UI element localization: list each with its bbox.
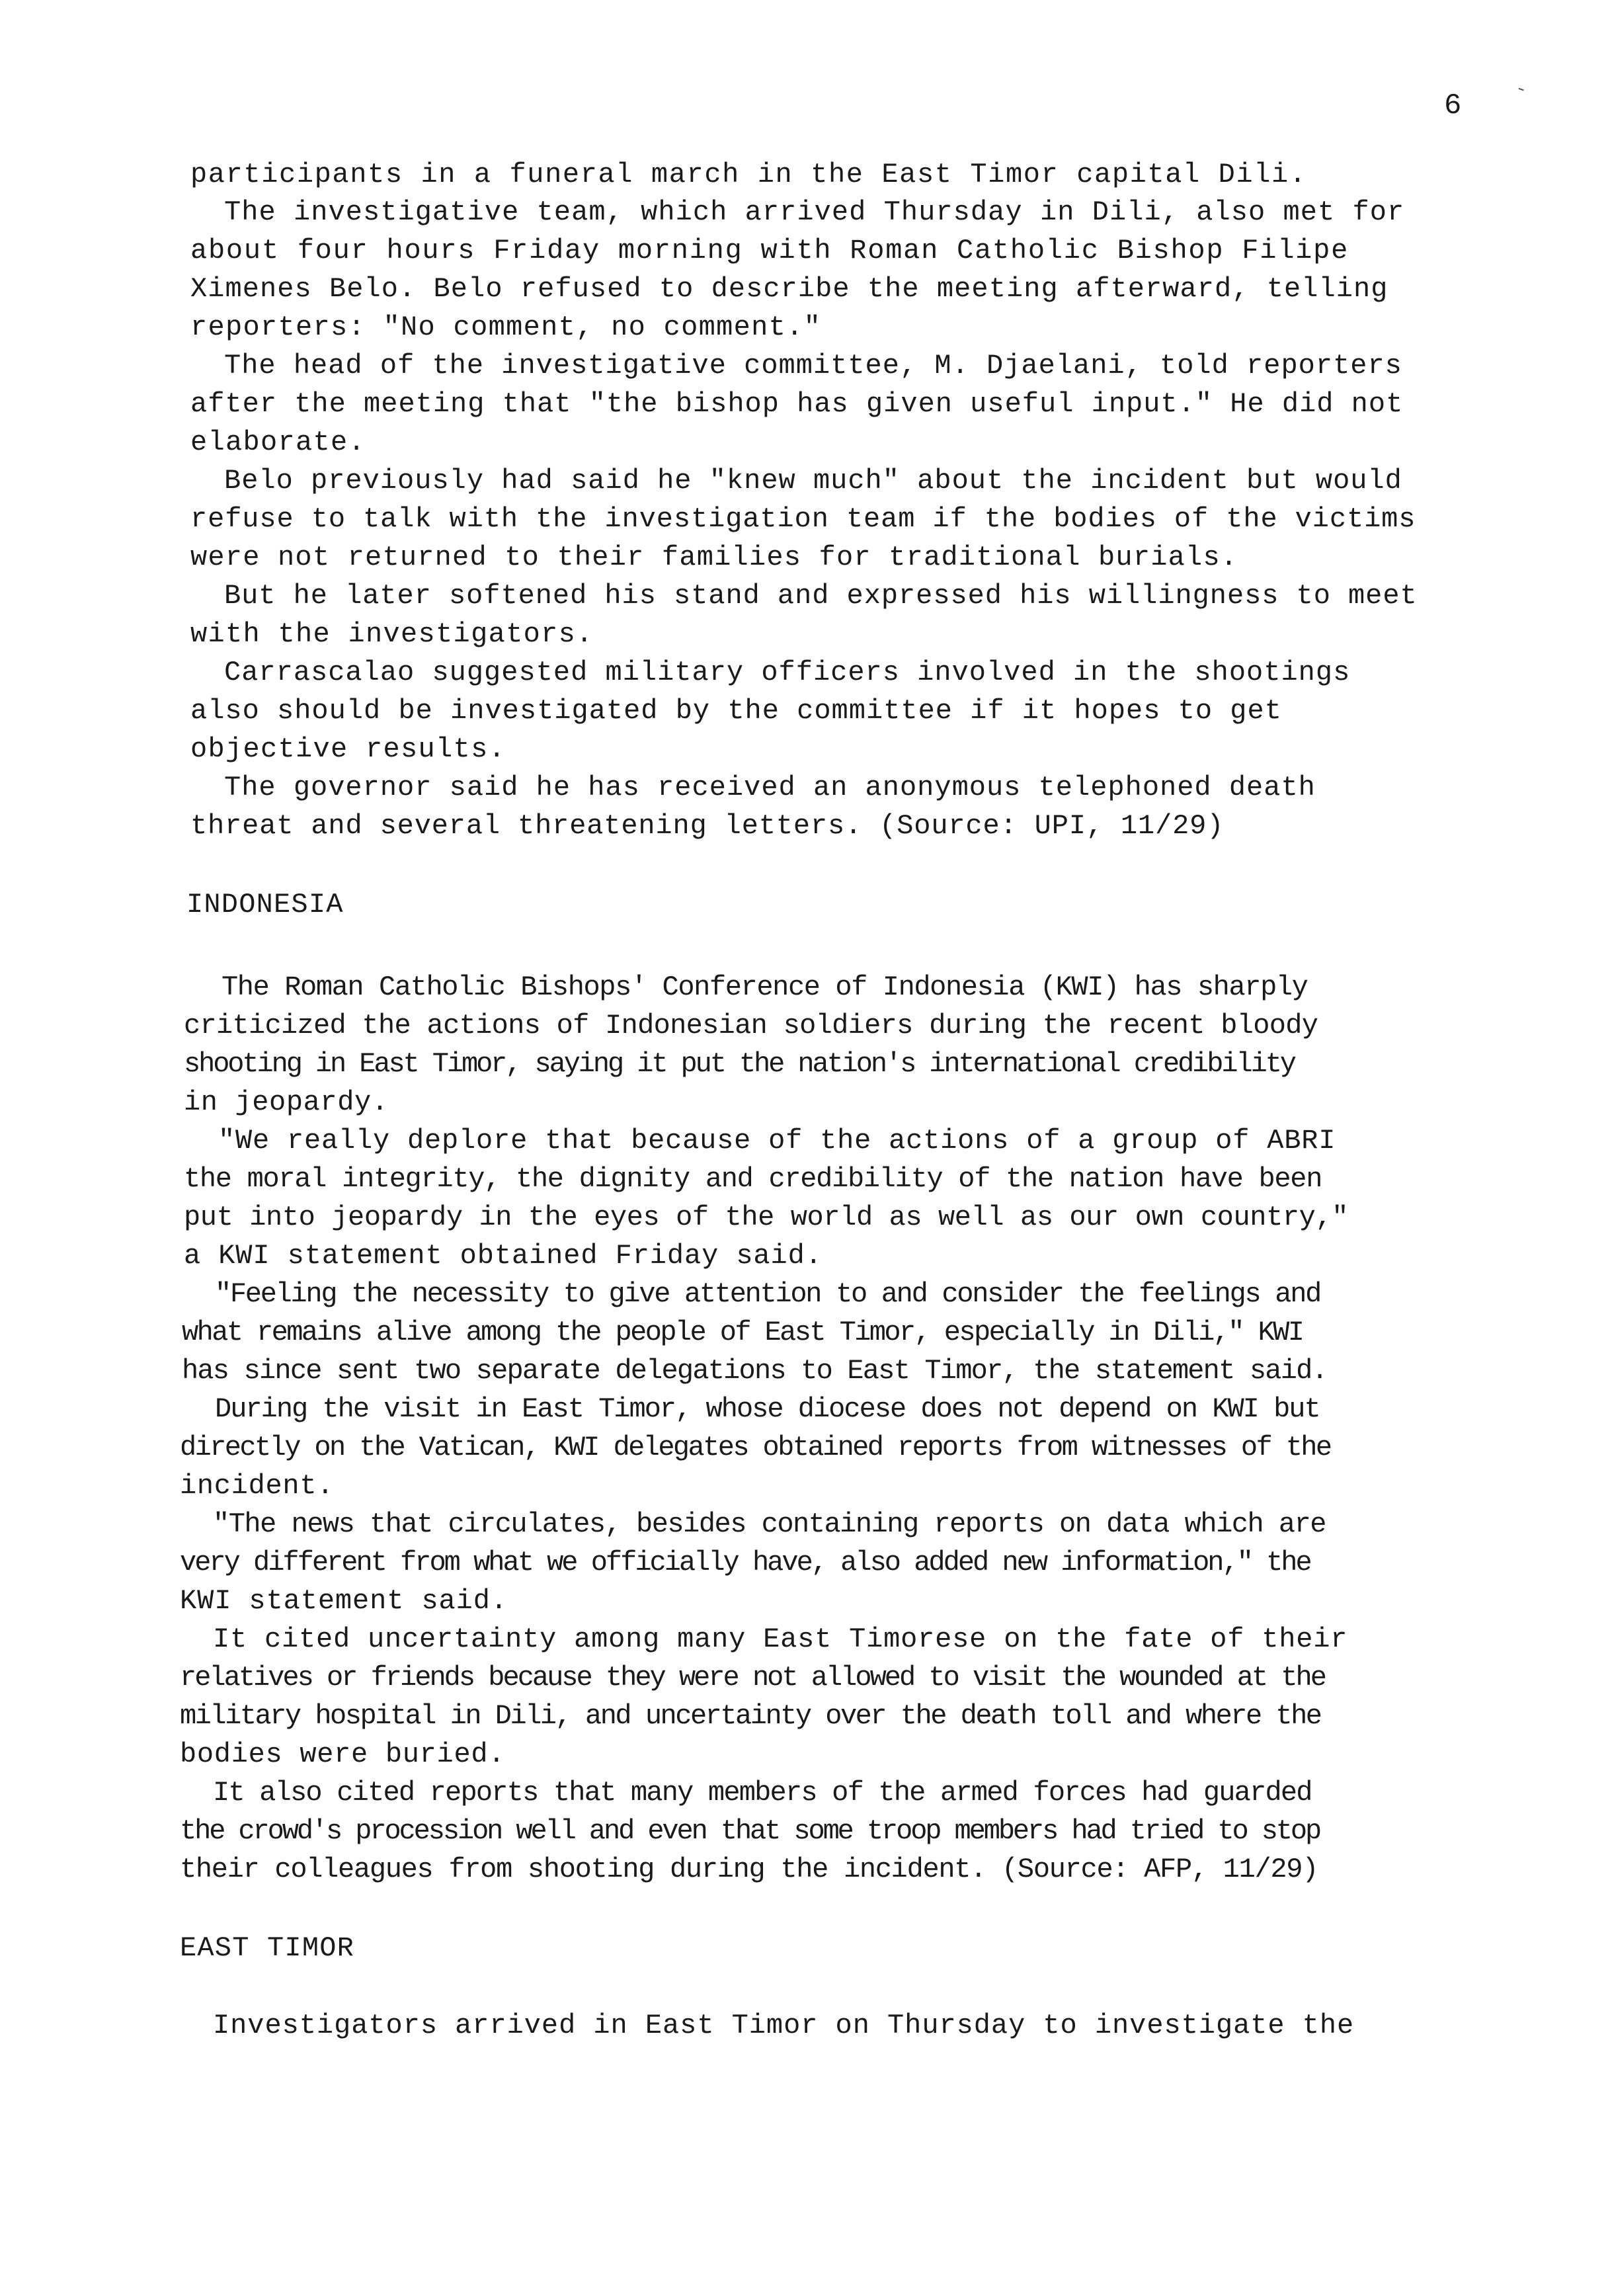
- text-line: "The news that circulates, besides containing reports on data which are: [213, 1508, 1326, 1540]
- text-line: bodies were buried.: [180, 1739, 506, 1770]
- text-line: KWI statement said.: [180, 1585, 508, 1617]
- text-line: But he later softened his stand and expressed his willingness to meet: [224, 580, 1418, 612]
- text-line: has since sent two separate delegations to East Timor, the statement said.: [182, 1355, 1327, 1387]
- text-line: in jeopardy.: [184, 1086, 389, 1118]
- text-line: also should be investigated by the committee if it hopes to get: [190, 695, 1282, 727]
- text-line: The Roman Catholic Bishops' Conference of Indonesia (KWI) has sharply: [221, 971, 1308, 1003]
- text-line: about four hours Friday morning with Roman Catholic Bishop Filipe: [190, 235, 1349, 266]
- text-line: relatives or friends because they were not allowed to visit the wounded at the: [180, 1662, 1325, 1694]
- text-line: threat and several threatening letters. (Source: UPI, 11/29): [190, 810, 1225, 842]
- text-line: incident.: [180, 1470, 335, 1502]
- text-line: criticized the actions of Indonesian soldiers during the recent bloody: [184, 1010, 1318, 1042]
- section-heading: EAST TIMOR: [180, 1932, 355, 1964]
- text-line: military hospital in Dili, and uncertainty over the death toll and where the: [180, 1700, 1321, 1732]
- text-line: a KWI statement obtained Friday said.: [184, 1240, 823, 1272]
- text-line: Belo previously had said he "knew much" about the incident but would: [224, 465, 1402, 497]
- text-line: "Feeling the necessity to give attention to and consider the feelings and: [215, 1278, 1321, 1310]
- text-line: reporters: "No comment, no comment.": [190, 311, 822, 343]
- text-line: It also cited reports that many members of the armed forces had guarded: [213, 1777, 1312, 1809]
- text-line: directly on the Vatican, KWI delegates obtained reports from witnesses of the: [180, 1432, 1331, 1463]
- text-line: after the meeting that "the bishop has given useful input." He did not: [190, 388, 1404, 420]
- text-line: "We really deplore that because of the actions of a group of ABRI: [218, 1125, 1336, 1157]
- text-line: Investigators arrived in East Timor on Thursday to investigate the: [213, 2010, 1355, 2041]
- text-line: Carrascalao suggested military officers involved in the shootings: [224, 657, 1351, 688]
- text-line: put into jeopardy in the eyes of the world as well as our own country,": [184, 1202, 1349, 1233]
- scan-mark: [1517, 88, 1524, 93]
- text-line: The investigative team, which arrived Thursday in Dili, also met for: [224, 196, 1405, 228]
- text-line: objective results.: [190, 733, 506, 765]
- text-line: were not returned to their families for traditional burials.: [190, 542, 1238, 573]
- text-line: shooting in East Timor, saying it put the nation's international credibility: [184, 1048, 1295, 1080]
- text-line: During the visit in East Timor, whose diocese does not depend on KWI but: [215, 1393, 1320, 1425]
- section-heading: INDONESIA: [186, 889, 344, 921]
- text-line: The head of the investigative committee, M. Djaelani, told reporters: [224, 350, 1402, 382]
- text-line: refuse to talk with the investigation team if the bodies of the victims: [190, 503, 1416, 535]
- text-line: the crowd's procession well and even that some troop members had tried to stop: [180, 1815, 1320, 1847]
- text-line: Ximenes Belo. Belo refused to describe the meeting afterward, telling: [190, 273, 1388, 305]
- text-line: very different from what we officially have, also added new information," the: [180, 1547, 1310, 1578]
- text-line: what remains alive among the people of East Timor, especially in Dili," KWI: [182, 1317, 1303, 1348]
- page-number: 6: [1444, 89, 1462, 122]
- text-line: with the investigators.: [190, 618, 594, 650]
- text-line: The governor said he has received an anonymous telephoned death: [224, 772, 1316, 803]
- text-line: participants in a funeral march in the East Timor capital Dili.: [190, 159, 1307, 190]
- text-line: the moral integrity, the dignity and credibility of the nation have been: [184, 1163, 1322, 1195]
- text-line: elaborate.: [190, 427, 366, 458]
- text-line: their colleagues from shooting during the incident. (Source: AFP, 11/29): [180, 1854, 1318, 1885]
- text-line: It cited uncertainty among many East Timorese on the fate of their: [213, 1623, 1348, 1655]
